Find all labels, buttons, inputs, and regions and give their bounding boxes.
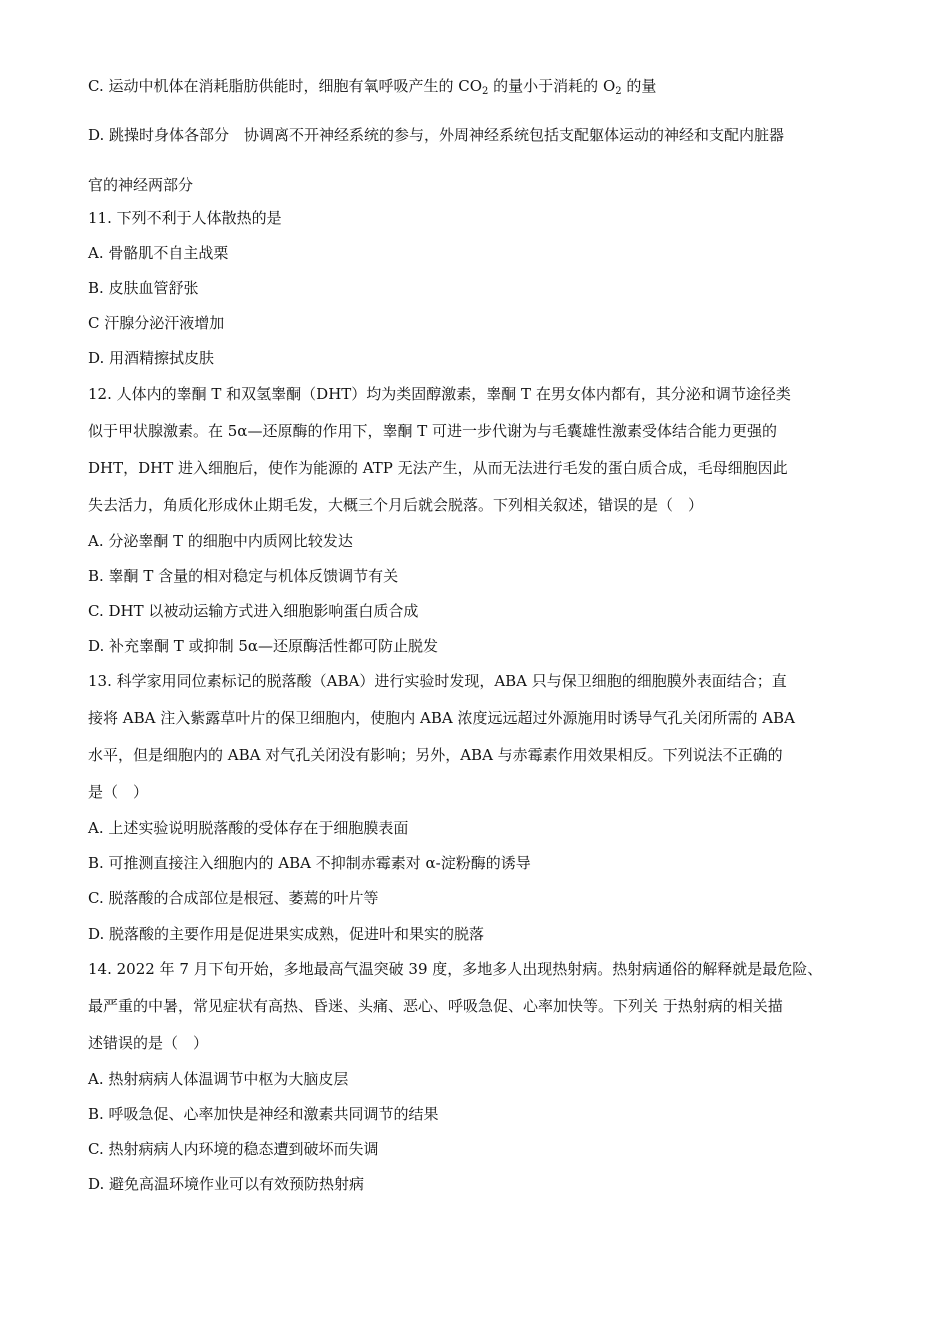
q14-option-c: C. 热射病病人内环境的稳态遭到破坏而失调 [88,1140,379,1158]
q13-option-c: C. 脱落酸的合成部位是根冠、萎蔫的叶片等 [88,889,379,907]
q12-stem-line-3: DHT，DHT 进入细胞后，使作为能源的 ATP 无法产生，从而无法进行毛发的蛋白质合成，毛母细胞因此 [88,459,788,477]
q12-option-a: A. 分泌睾酮 T 的细胞中内质网比较发达 [88,532,353,550]
o2-subscript: 2 [615,86,622,97]
q10-option-d-line-2: 官的神经两部分 [88,176,194,194]
q13-option-a: A. 上述实验说明脱落酸的受体存在于细胞膜表面 [88,819,409,837]
q13-option-d: D. 脱落酸的主要作用是促进果实成熟，促进叶和果实的脱落 [88,925,485,943]
q10-option-c-text-3: 的量 [621,77,657,95]
q12-stem-line-2: 似于甲状腺激素。在 5α—还原酶的作用下，睾酮 T 可进一步代谢为与毛囊雄性激素受体结合能力更强的 [88,422,777,440]
q14-option-a: A. 热射病病人体温调节中枢为大脑皮层 [88,1070,349,1088]
q12-option-c: C. DHT 以被动运输方式进入细胞影响蛋白质合成 [88,602,419,620]
q12-option-b: B. 睾酮 T 含量的相对稳定与机体反馈调节有关 [88,567,399,585]
co2-subscript: 2 [482,86,489,97]
q11-option-d: D. 用酒精擦拭皮肤 [88,349,215,367]
q14-option-d: D. 避免高温环境作业可以有效预防热射病 [88,1175,365,1193]
q10-option-c-text-2: 的量小于消耗的 O [488,77,616,95]
q13-stem-line-1: 13. 科学家用同位素标记的脱落酸（ABA）进行实验时发现，ABA 只与保卫细胞的细胞膜外表面结合；直 [88,672,787,690]
q14-stem-line-1: 14. 2022 年 7 月下旬开始，多地最高气温突破 39 度，多地多人出现热射病。热射病通俗的解释就是最危险、 [88,960,823,978]
q12-option-d: D. 补充睾酮 T 或抑制 5α—还原酶活性都可防止脱发 [88,637,439,655]
q11-option-b: B. 皮肤血管舒张 [88,279,199,297]
q11-stem: 11. 下列不利于人体散热的是 [88,209,282,227]
q10-option-c-text-1: C. 运动中机体在消耗脂肪供能时，细胞有氧呼吸产生的 CO [88,77,483,95]
q14-option-b: B. 呼吸急促、心率加快是神经和激素共同调节的结果 [88,1105,439,1123]
q14-stem-line-3: 述错误的是（ ） [88,1034,209,1052]
q13-stem-line-4: 是（ ） [88,783,149,801]
q13-option-b: B. 可推测直接注入细胞内的 ABA 不抑制赤霉素对 α-淀粉酶的诱导 [88,854,531,872]
q12-stem-line-4: 失去活力，角质化形成休止期毛发，大概三个月后就会脱落。下列相关叙述，错误的是（ ） [88,496,704,514]
q10-option-c [88,76,656,96]
q13-stem-line-2: 接将 ABA 注入紫露草叶片的保卫细胞内，使胞内 ABA 浓度远远超过外源施用时诱导气孔关闭所需的 ABA [88,709,795,727]
q11-option-c: C 汗腺分泌汗液增加 [88,314,225,332]
q12-stem-line-1: 12. 人体内的睾酮 T 和双氢睾酮（DHT）均为类固醇激素，睾酮 T 在男女体内都有，其分泌和调节途径类 [88,385,791,403]
q14-stem-line-2: 最严重的中暑，常见症状有高热、昏迷、头痛、恶心、呼吸急促、心率加快等。下列关 于热射病的相关描 [88,997,783,1015]
q10-option-d-line-1: D. 跳操时身体各部分 协调离不开神经系统的参与，外周神经系统包括支配躯体运动的神经和支配内脏器 [88,126,785,144]
q13-stem-line-3: 水平，但是细胞内的 ABA 对气孔关闭没有影响；另外，ABA 与赤霉素作用效果相反。下列说法不正确的 [88,746,783,764]
q11-option-a: A. 骨骼肌不自主战栗 [88,244,229,262]
